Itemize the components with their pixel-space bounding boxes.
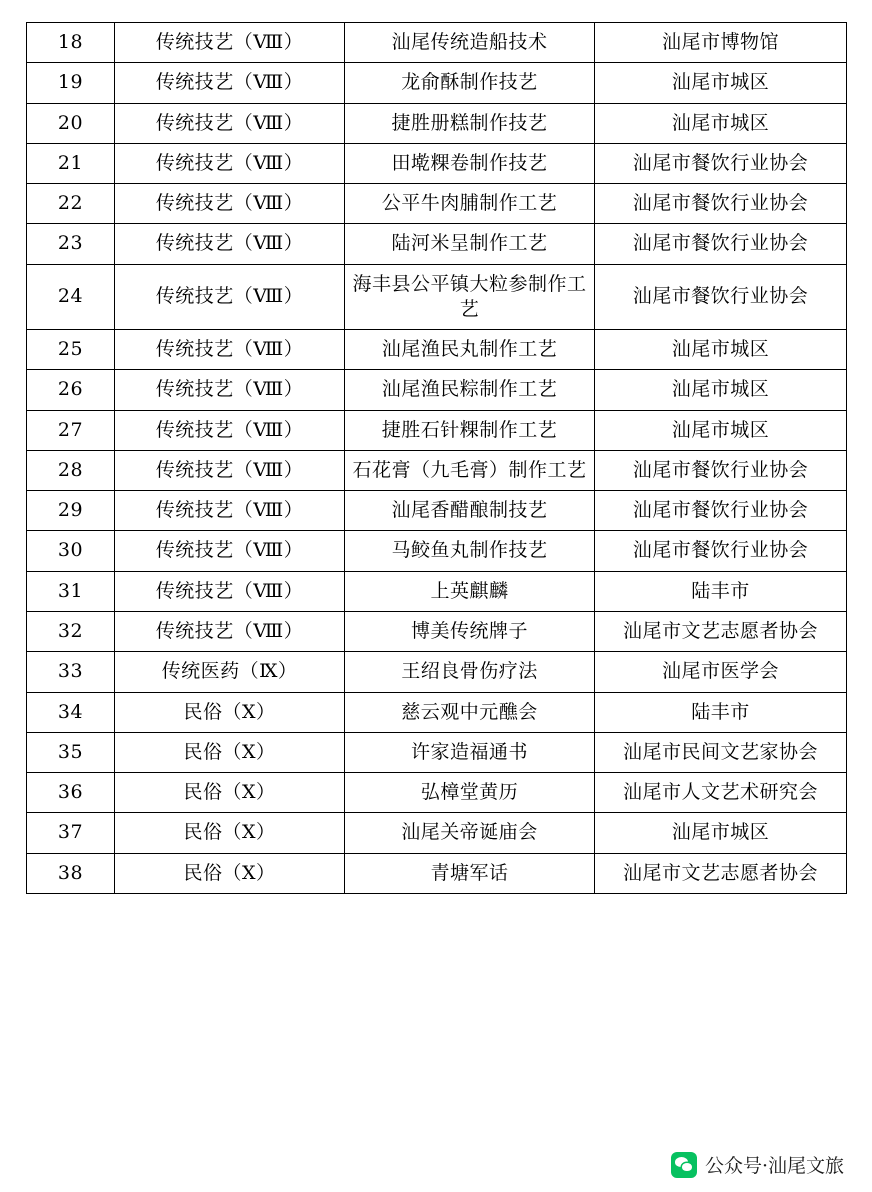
table-row xyxy=(27,264,847,330)
cell-declaring-unit: 汕尾市文艺志愿者协会 xyxy=(595,853,847,893)
cell-project-name: 石花膏（九毛膏）制作工艺 xyxy=(345,450,595,490)
cell-declaring-unit: 汕尾市餐饮行业协会 xyxy=(595,264,847,330)
cell-project-name: 捷胜册糕制作技艺 xyxy=(345,103,595,143)
table-body xyxy=(27,23,847,894)
cell-category: 传统技艺（Ⅷ） xyxy=(115,571,345,611)
cell-category: 传统技艺（Ⅷ） xyxy=(115,491,345,531)
cell-declaring-unit: 汕尾市人文艺术研究会 xyxy=(595,773,847,813)
cell-project-name: 王绍良骨伤疗法 xyxy=(345,652,595,692)
cell-project-name: 汕尾关帝诞庙会 xyxy=(345,813,595,853)
cell-project-name: 陆河米呈制作工艺 xyxy=(345,224,595,264)
cell-declaring-unit: 汕尾市城区 xyxy=(595,410,847,450)
cell-declaring-unit: 汕尾市城区 xyxy=(595,63,847,103)
cell-number: 23 xyxy=(27,224,115,264)
table-row xyxy=(27,63,847,103)
cell-number: 24 xyxy=(27,264,115,330)
cell-category: 传统技艺（Ⅷ） xyxy=(115,410,345,450)
cell-category: 传统技艺（Ⅷ） xyxy=(115,370,345,410)
cell-declaring-unit: 汕尾市餐饮行业协会 xyxy=(595,531,847,571)
table-row xyxy=(27,370,847,410)
cell-number: 33 xyxy=(27,652,115,692)
cell-number: 29 xyxy=(27,491,115,531)
cell-category: 传统技艺（Ⅷ） xyxy=(115,103,345,143)
cell-declaring-unit: 汕尾市文艺志愿者协会 xyxy=(595,611,847,651)
cell-project-name: 田墘粿卷制作技艺 xyxy=(345,143,595,183)
table-row xyxy=(27,450,847,490)
watermark-text: 公众号·汕尾文旅 xyxy=(704,1155,844,1177)
cell-project-name: 青塘军话 xyxy=(345,853,595,893)
cell-number: 19 xyxy=(27,63,115,103)
cell-number: 37 xyxy=(27,813,115,853)
cell-project-name: 上英麒麟 xyxy=(345,571,595,611)
cell-category: 传统技艺（Ⅷ） xyxy=(115,224,345,264)
table-row xyxy=(27,813,847,853)
cell-category: 传统技艺（Ⅷ） xyxy=(115,450,345,490)
cell-category: 传统技艺（Ⅷ） xyxy=(115,23,345,63)
cell-category: 传统技艺（Ⅷ） xyxy=(115,63,345,103)
table-row xyxy=(27,103,847,143)
cell-category: 民俗（Ⅹ） xyxy=(115,773,345,813)
table-row xyxy=(27,853,847,893)
cell-category: 民俗（Ⅹ） xyxy=(115,732,345,772)
table-row xyxy=(27,732,847,772)
table-row xyxy=(27,224,847,264)
cell-number: 36 xyxy=(27,773,115,813)
cell-declaring-unit: 汕尾市餐饮行业协会 xyxy=(595,491,847,531)
cell-number: 26 xyxy=(27,370,115,410)
cell-number: 20 xyxy=(27,103,115,143)
cell-number: 34 xyxy=(27,692,115,732)
table-row xyxy=(27,611,847,651)
cell-declaring-unit: 汕尾市医学会 xyxy=(595,652,847,692)
cell-number: 30 xyxy=(27,531,115,571)
cell-declaring-unit: 汕尾市餐饮行业协会 xyxy=(595,224,847,264)
cell-declaring-unit: 汕尾市民间文艺家协会 xyxy=(595,732,847,772)
cell-project-name: 博美传统牌子 xyxy=(345,611,595,651)
heritage-items-table xyxy=(26,22,847,894)
table-row xyxy=(27,491,847,531)
cell-number: 31 xyxy=(27,571,115,611)
cell-category: 传统技艺（Ⅷ） xyxy=(115,531,345,571)
cell-number: 27 xyxy=(27,410,115,450)
table-row xyxy=(27,652,847,692)
cell-category: 传统技艺（Ⅷ） xyxy=(115,330,345,370)
table-row xyxy=(27,330,847,370)
cell-category: 传统技艺（Ⅷ） xyxy=(115,184,345,224)
cell-project-name: 慈云观中元醮会 xyxy=(345,692,595,732)
cell-category: 传统技艺（Ⅷ） xyxy=(115,264,345,330)
table-row xyxy=(27,531,847,571)
cell-declaring-unit: 汕尾市城区 xyxy=(595,330,847,370)
cell-number: 22 xyxy=(27,184,115,224)
cell-number: 32 xyxy=(27,611,115,651)
cell-project-name: 捷胜石针粿制作工艺 xyxy=(345,410,595,450)
cell-declaring-unit: 汕尾市餐饮行业协会 xyxy=(595,143,847,183)
cell-project-name: 汕尾渔民丸制作工艺 xyxy=(345,330,595,370)
cell-project-name: 许家造福通书 xyxy=(345,732,595,772)
cell-project-name: 弘樟堂黄历 xyxy=(345,773,595,813)
cell-number: 18 xyxy=(27,23,115,63)
table-row xyxy=(27,410,847,450)
table-row xyxy=(27,773,847,813)
cell-category: 传统医药（Ⅸ） xyxy=(115,652,345,692)
cell-number: 38 xyxy=(27,853,115,893)
watermark xyxy=(671,1151,844,1178)
cell-project-name: 汕尾渔民粽制作工艺 xyxy=(345,370,595,410)
wechat-icon xyxy=(671,1152,697,1178)
cell-number: 35 xyxy=(27,732,115,772)
cell-number: 28 xyxy=(27,450,115,490)
cell-category: 民俗（Ⅹ） xyxy=(115,692,345,732)
table-row xyxy=(27,184,847,224)
cell-declaring-unit: 汕尾市博物馆 xyxy=(595,23,847,63)
cell-declaring-unit: 陆丰市 xyxy=(595,571,847,611)
table-row xyxy=(27,143,847,183)
cell-declaring-unit: 陆丰市 xyxy=(595,692,847,732)
cell-declaring-unit: 汕尾市餐饮行业协会 xyxy=(595,450,847,490)
cell-number: 21 xyxy=(27,143,115,183)
cell-project-name: 公平牛肉脯制作工艺 xyxy=(345,184,595,224)
cell-declaring-unit: 汕尾市城区 xyxy=(595,813,847,853)
table-row xyxy=(27,23,847,63)
cell-declaring-unit: 汕尾市城区 xyxy=(595,103,847,143)
table-row xyxy=(27,571,847,611)
cell-project-name: 汕尾香醋酿制技艺 xyxy=(345,491,595,531)
cell-declaring-unit: 汕尾市城区 xyxy=(595,370,847,410)
cell-project-name: 马鲛鱼丸制作技艺 xyxy=(345,531,595,571)
cell-category: 传统技艺（Ⅷ） xyxy=(115,611,345,651)
cell-category: 传统技艺（Ⅷ） xyxy=(115,143,345,183)
cell-category: 民俗（Ⅹ） xyxy=(115,853,345,893)
cell-number: 25 xyxy=(27,330,115,370)
cell-project-name: 汕尾传统造船技术 xyxy=(345,23,595,63)
table-row xyxy=(27,692,847,732)
cell-project-name: 龙俞酥制作技艺 xyxy=(345,63,595,103)
cell-declaring-unit: 汕尾市餐饮行业协会 xyxy=(595,184,847,224)
cell-category: 民俗（Ⅹ） xyxy=(115,813,345,853)
cell-project-name: 海丰县公平镇大粒参制作工艺 xyxy=(345,264,595,330)
